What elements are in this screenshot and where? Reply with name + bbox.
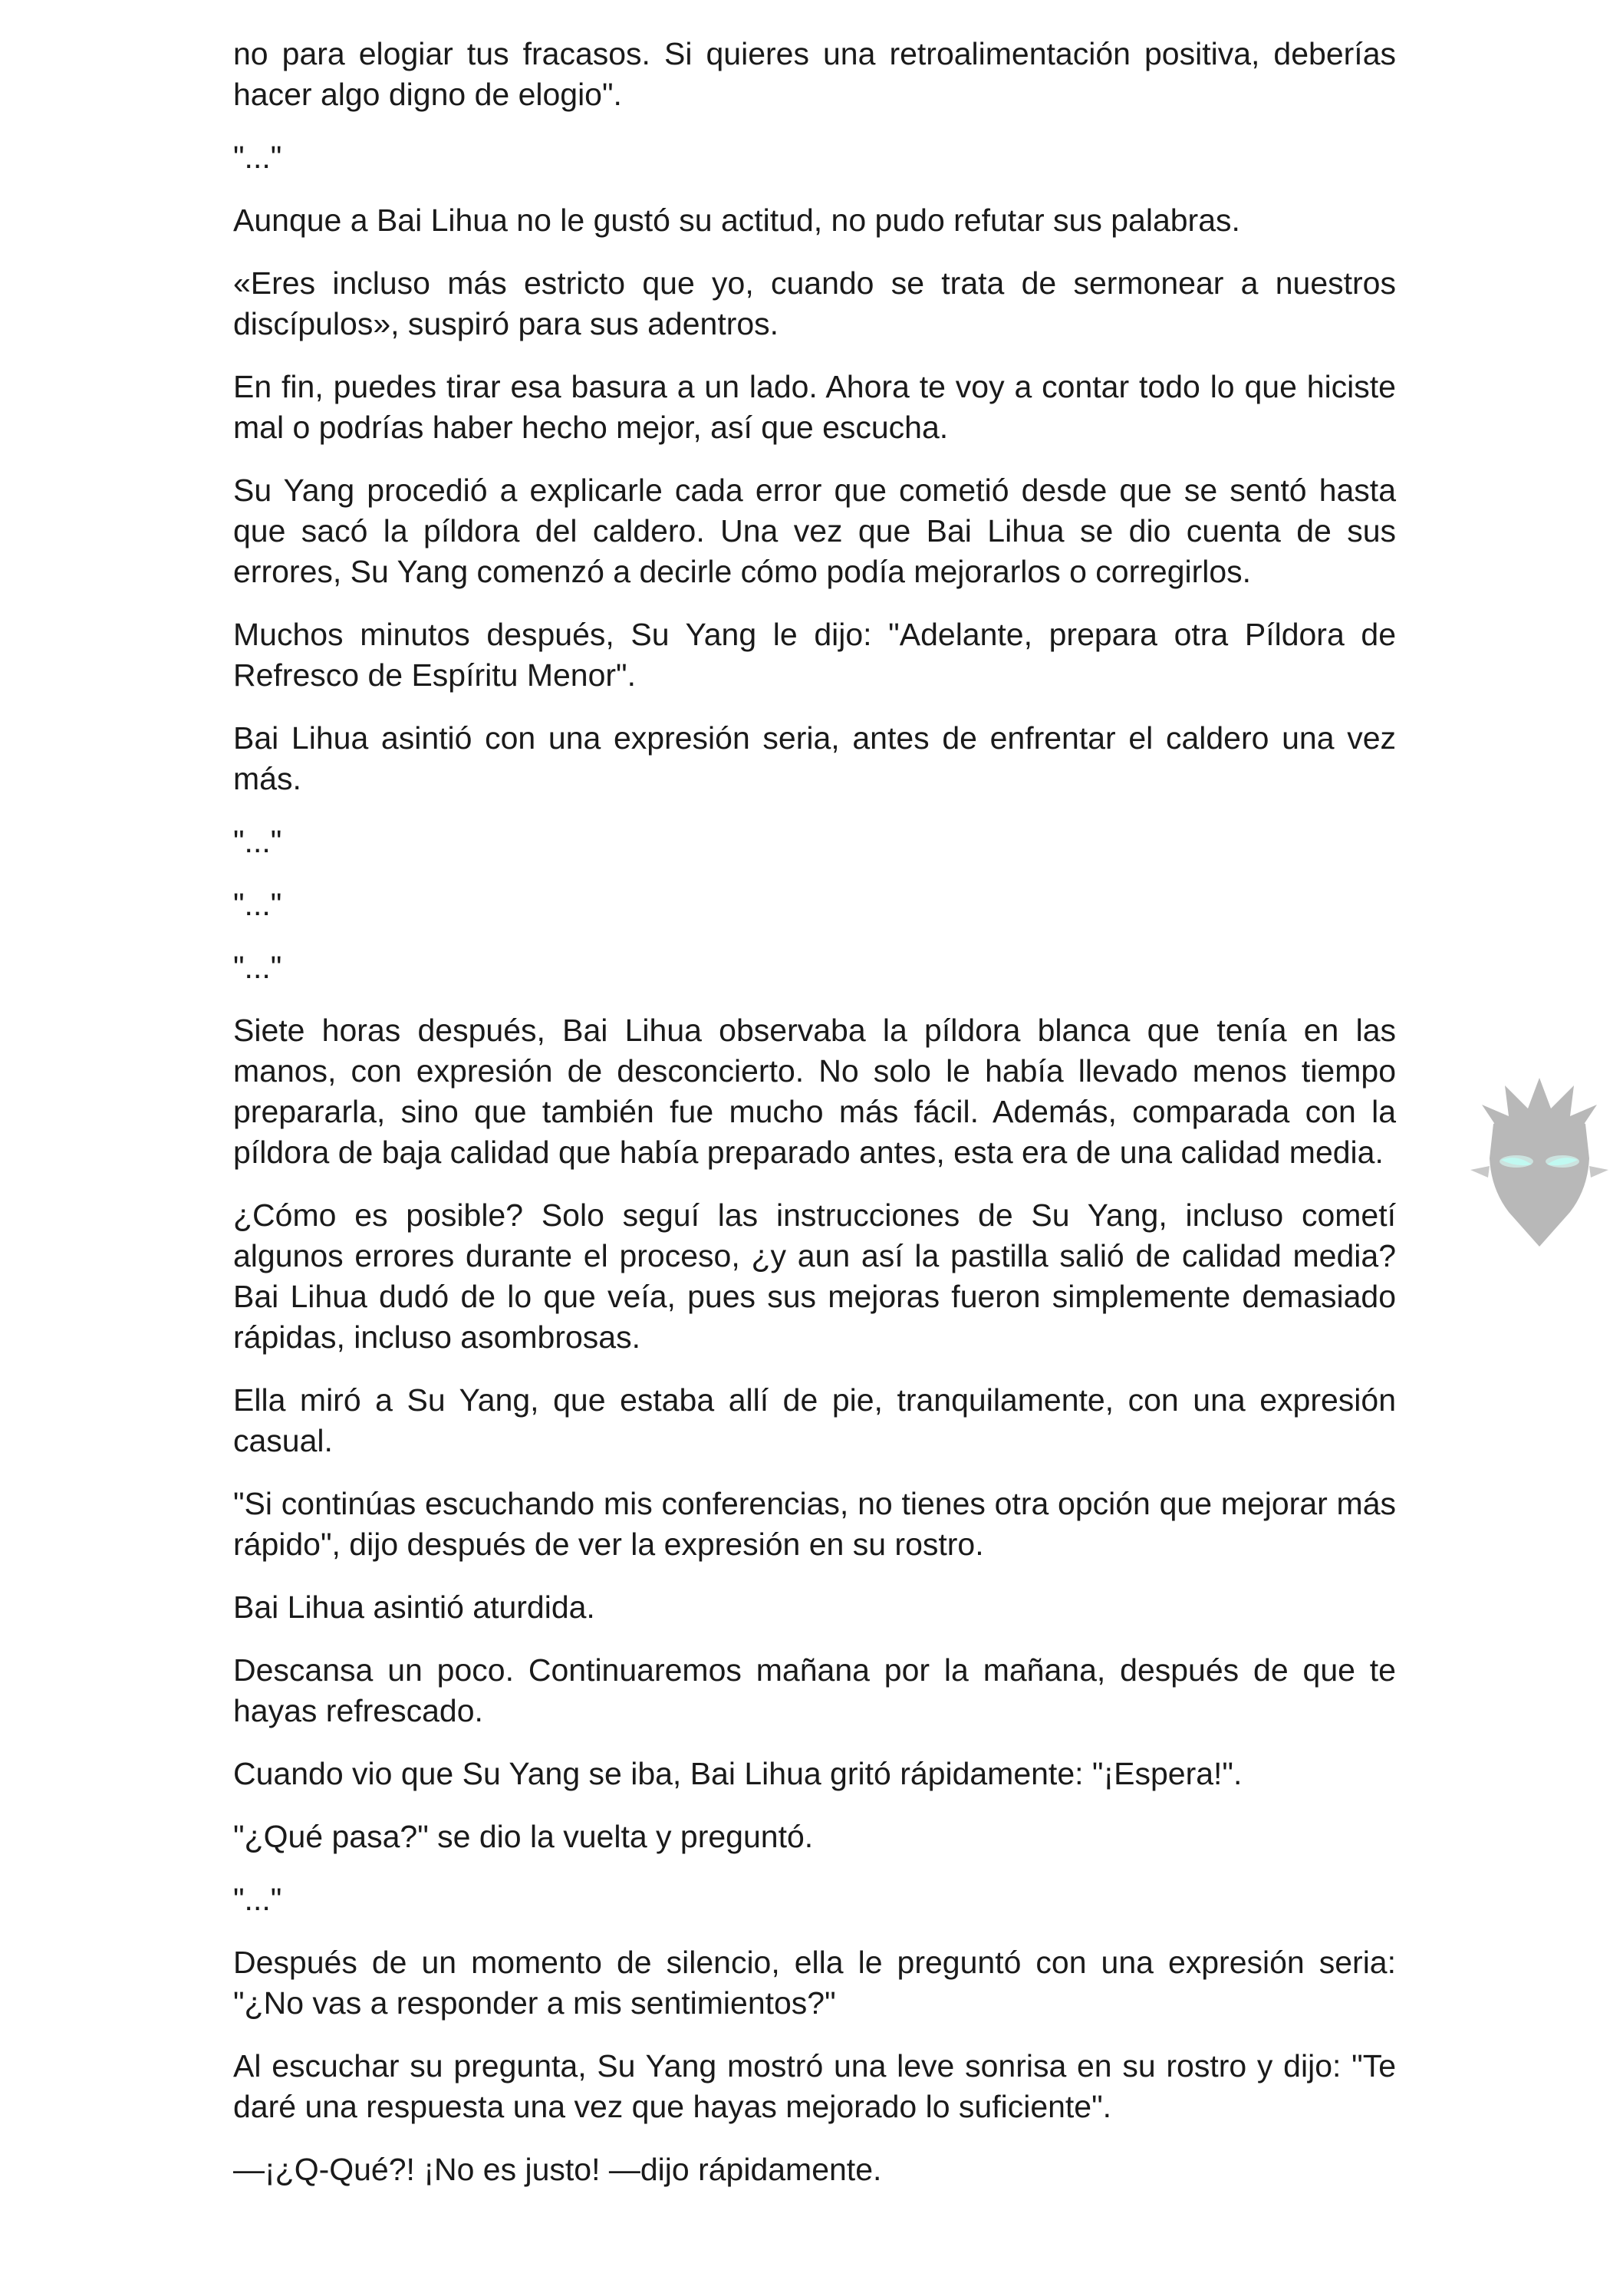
paragraph: "..."	[233, 950, 282, 985]
paragraph: "..."	[233, 140, 282, 175]
paragraph: Descansa un poco. Continuaremos mañana por la mañana, después de que te hayas refrescado.	[233, 1652, 1396, 1728]
watermark-wisp-right	[1589, 1166, 1608, 1178]
paragraph: —¡¿Q-Qué?! ¡No es justo! —dijo rápidamente.	[233, 2152, 882, 2187]
paragraph: "..."	[233, 887, 282, 922]
demon-head-logo-icon	[1467, 1074, 1612, 1250]
paragraph: "..."	[233, 824, 282, 859]
paragraph: "Si continúas escuchando mis conferencias, no tienes otra opción que mejorar más rápido", dijo después de ver la expresión en su rostro.	[233, 1486, 1396, 1562]
text-body	[233, 34, 1396, 2212]
paragraph: Cuando vio que Su Yang se iba, Bai Lihua gritó rápidamente: "¡Espera!".	[233, 1756, 1243, 1791]
watermark-head	[1490, 1115, 1589, 1247]
paragraph: Bai Lihua asintió aturdida.	[233, 1589, 595, 1625]
paragraph: "..."	[233, 1882, 282, 1917]
paragraph: Ella miró a Su Yang, que estaba allí de pie, tranquilamente, con una expresión casual.	[233, 1382, 1396, 1458]
paragraph: Después de un momento de silencio, ella le preguntó con una expresión seria: "¿No vas a responder a mis sentimientos?"	[233, 1945, 1396, 2021]
paragraph: Su Yang procedió a explicarle cada error que cometió desde que se sentó hasta que sacó la píldora del caldero. Una vez que Bai Lihua se dio cuenta de sus errores, Su Yang comenzó a decirle cómo podía mejorarlos o corregirlos.	[233, 473, 1396, 589]
paragraph: Muchos minutos después, Su Yang le dijo: "Adelante, prepara otra Píldora de Refresco de Espíritu Menor".	[233, 617, 1396, 693]
paragraph: "¿Qué pasa?" se dio la vuelta y preguntó.	[233, 1819, 814, 1854]
watermark-wisp-left	[1470, 1166, 1490, 1178]
paragraph: Aunque a Bai Lihua no le gustó su actitud, no pudo refutar sus palabras.	[233, 203, 1240, 238]
paragraph: ¿Cómo es posible? Solo seguí las instrucciones de Su Yang, incluso cometí algunos errores durante el proceso, ¿y aun así la pastilla salió de calidad media? Bai Lihua dudó de lo que veía, pues sus mejoras fueron simplemente demasiado rápidas, incluso asombrosas.	[233, 1197, 1396, 1355]
paragraph: Siete horas después, Bai Lihua observaba la píldora blanca que tenía en las manos, con expresión de desconcierto. No solo le había llevado menos tiempo prepararla, sino que también fue mucho más fácil. Además, comparada con la píldora de baja calidad que había preparado antes, esta era de una calidad media.	[233, 1013, 1396, 1170]
paragraph: «Eres incluso más estricto que yo, cuando se trata de sermonear a nuestros discípulos», suspiró para sus adentros.	[233, 265, 1396, 341]
paragraph: no para elogiar tus fracasos. Si quieres una retroalimentación positiva, deberías hacer algo digno de elogio".	[233, 36, 1396, 112]
paragraph: Bai Lihua asintió con una expresión seria, antes de enfrentar el caldero una vez más.	[233, 720, 1396, 796]
paragraph: Al escuchar su pregunta, Su Yang mostró una leve sonrisa en su rostro y dijo: "Te daré una respuesta una vez que hayas mejorado lo suficiente".	[233, 2048, 1396, 2124]
paragraph: En fin, puedes tirar esa basura a un lado. Ahora te voy a contar todo lo que hiciste mal o podrías haber hecho mejor, así que escucha.	[233, 369, 1396, 445]
